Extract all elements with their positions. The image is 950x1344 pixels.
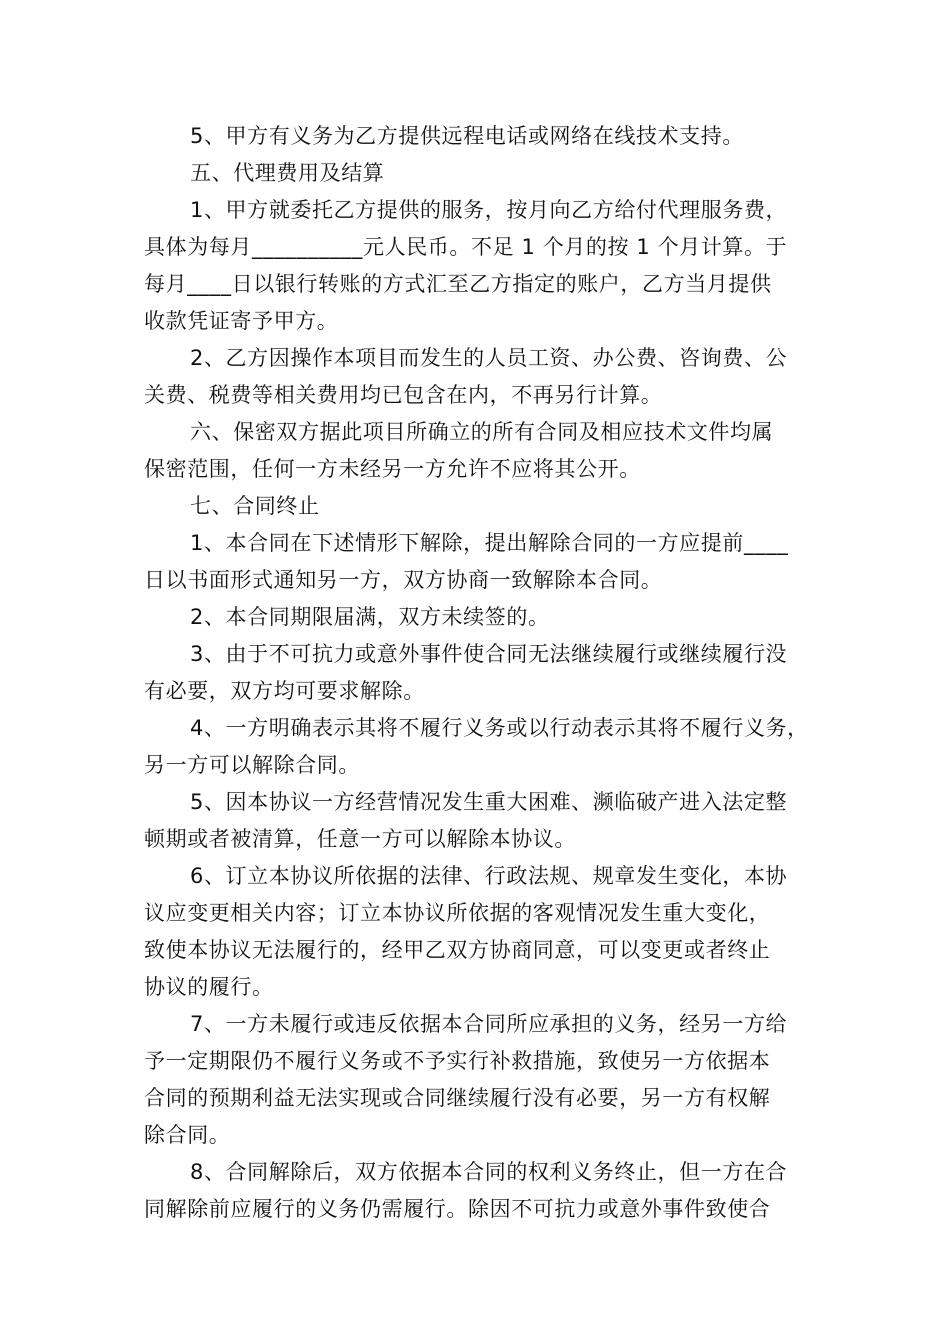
text-line: 3、由于不可抗力或意外事件使合同无法继续履行或继续履行没 xyxy=(190,642,788,666)
text-line: 收款凭证寄予甲方。 xyxy=(144,309,339,333)
text-line: 有必要，双方均可要求解除。 xyxy=(144,679,425,703)
text-line: 5、因本协议一方经营情况发生重大困难、濒临破产进入法定整 xyxy=(190,790,788,814)
text-line: 每月____日以银行转账的方式汇至乙方指定的账户，乙方当月提供 xyxy=(144,272,772,296)
text-line: 五、代理费用及结算 xyxy=(190,161,385,185)
document-body xyxy=(144,118,824,1228)
text-line: 7、一方未履行或违反依据本合同所应承担的义务，经另一方给 xyxy=(190,1012,788,1036)
text-line: 具体为每月__________元人民币。不足 1 个月的按 1 个月计算。于 xyxy=(144,235,788,259)
text-line: 除合同。 xyxy=(144,1123,231,1147)
text-line: 8、合同解除后，双方依据本合同的权利义务终止，但一方在合 xyxy=(190,1160,788,1184)
text-line: 保密范围，任何一方未经另一方允许不应将其公开。 xyxy=(144,457,641,481)
text-line: 关费、税费等相关费用均已包含在内，不再另行计算。 xyxy=(144,383,663,407)
text-line: 1、本合同在下述情形下解除，提出解除合同的一方应提前____ xyxy=(190,531,789,555)
text-line: 议应变更相关内容；订立本协议所依据的客观情况发生重大变化， xyxy=(144,901,771,925)
text-line: 日以书面形式通知另一方，双方协商一致解除本合同。 xyxy=(144,568,663,592)
text-line: 七、合同终止 xyxy=(190,494,320,518)
text-line: 顿期或者被清算，任意一方可以解除本协议。 xyxy=(144,827,576,851)
text-line: 协议的履行。 xyxy=(144,975,274,999)
text-line: 5、甲方有义务为乙方提供远程电话或网络在线技术支持。 xyxy=(190,124,744,148)
text-line: 另一方可以解除合同。 xyxy=(144,753,360,777)
text-line: 同解除前应履行的义务仍需履行。除因不可抗力或意外事件致使合 xyxy=(144,1197,771,1221)
text-line: 致使本协议无法履行的，经甲乙双方协商同意，可以变更或者终止 xyxy=(144,938,771,962)
text-line: 6、订立本协议所依据的法律、行政法规、规章发生变化，本协 xyxy=(190,864,788,888)
text-line: 予一定期限仍不履行义务或不予实行补救措施，致使另一方依据本 xyxy=(144,1049,771,1073)
text-line: 4、一方明确表示其将不履行义务或以行动表示其将不履行义务， xyxy=(190,716,809,740)
text-line: 六、保密双方据此项目所确立的所有合同及相应技术文件均属 xyxy=(190,420,774,444)
text-line: 合同的预期利益无法实现或合同继续履行没有必要，另一方有权解 xyxy=(144,1086,771,1110)
text-line: 1、甲方就委托乙方提供的服务，按月向乙方给付代理服务费， xyxy=(190,198,788,222)
text-line: 2、乙方因操作本项目而发生的人员工资、办公费、咨询费、公 xyxy=(190,346,788,370)
text-line: 2、本合同期限届满，双方未续签的。 xyxy=(190,605,550,629)
